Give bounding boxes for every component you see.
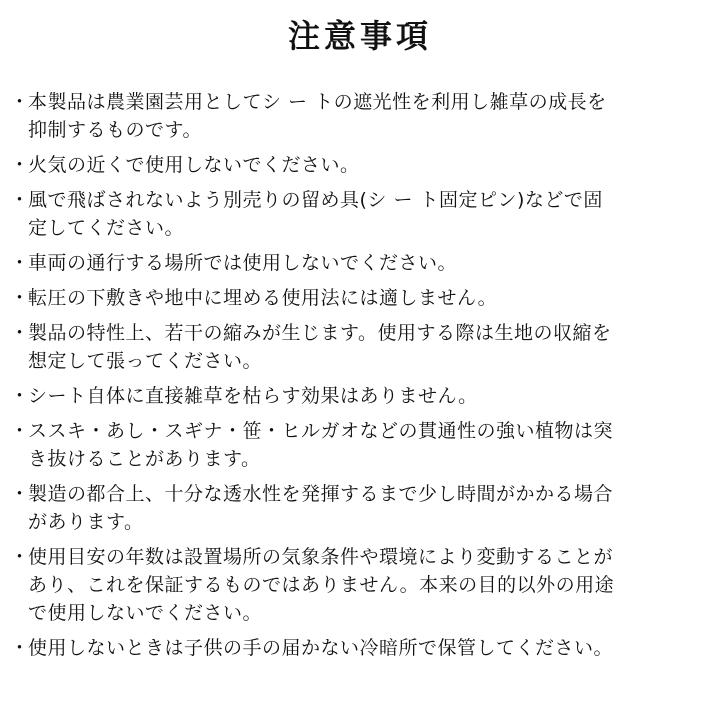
- caution-text-line: 本製品は農業園芸用としてシ ー トの遮光性を利用し雑草の成長を: [28, 91, 607, 113]
- caution-item: [0, 382, 720, 410]
- caution-text-line: 転圧の下敷きや地中に埋める使用法には適しません。: [28, 287, 498, 309]
- caution-item: [0, 284, 720, 312]
- caution-text-line: 想定して張ってください。: [28, 350, 263, 372]
- caution-text-line: 定してください。: [28, 217, 185, 239]
- caution-text-line: 製品の特性上、若干の縮みが生じます。使用する際は生地の収縮を: [28, 322, 612, 344]
- caution-text-line: あり、これを保証するものではありません。本来の目的以外の用途: [28, 574, 615, 596]
- page-title: 注意事項: [287, 17, 432, 55]
- caution-list: [0, 88, 720, 669]
- caution-text-line: があります。: [28, 511, 144, 533]
- caution-item: [0, 634, 720, 662]
- caution-text-line: き抜けることがあります。: [28, 448, 261, 470]
- caution-text-line: ススキ・あし・スギナ・笹・ヒルガオなどの貫通性の強い植物は突: [28, 420, 614, 442]
- bullet-point: ・: [10, 252, 30, 274]
- caution-text-line: 車両の通行する場所では使用しないでください。: [28, 252, 458, 274]
- caution-text-line: 製造の都合上、十分な透水性を発揮するまで少し時間がかかる場合: [28, 483, 614, 505]
- caution-text-line: 使用しないときは子供の手の届かない冷暗所で保管してください。: [28, 637, 614, 659]
- caution-item: [0, 249, 720, 277]
- bullet-point: ・: [10, 154, 30, 176]
- caution-text-line: 火気の近くで使用しないでください。: [28, 154, 360, 176]
- caution-item: [0, 417, 720, 473]
- caution-text-line: 抑制するものです。: [28, 119, 202, 141]
- caution-item: [0, 543, 720, 627]
- bullet-point: ・: [10, 322, 30, 344]
- bullet-point: ・: [10, 546, 30, 568]
- bullet-point: ・: [10, 91, 30, 113]
- bullet-point: ・: [10, 385, 30, 407]
- bullet-point: ・: [10, 637, 30, 659]
- caution-item: [0, 88, 720, 144]
- caution-item: [0, 480, 720, 536]
- bullet-point: ・: [10, 483, 30, 505]
- caution-item: [0, 319, 720, 375]
- bullet-point: ・: [10, 287, 30, 309]
- bullet-point: ・: [10, 189, 30, 211]
- caution-text-line: 使用目安の年数は設置場所の気象条件や環境により変動することが: [28, 546, 614, 568]
- bullet-point: ・: [10, 420, 30, 442]
- caution-text-line: 風で飛ばされないよう別売りの留め具(シ ー ト固定ピン)などで固: [28, 189, 603, 211]
- caution-item: [0, 151, 720, 179]
- caution-item: [0, 186, 720, 242]
- caution-text-line: シート自体に直接雑草を枯らす効果はありません。: [28, 385, 478, 407]
- caution-text-line: で使用しないでください。: [28, 602, 263, 624]
